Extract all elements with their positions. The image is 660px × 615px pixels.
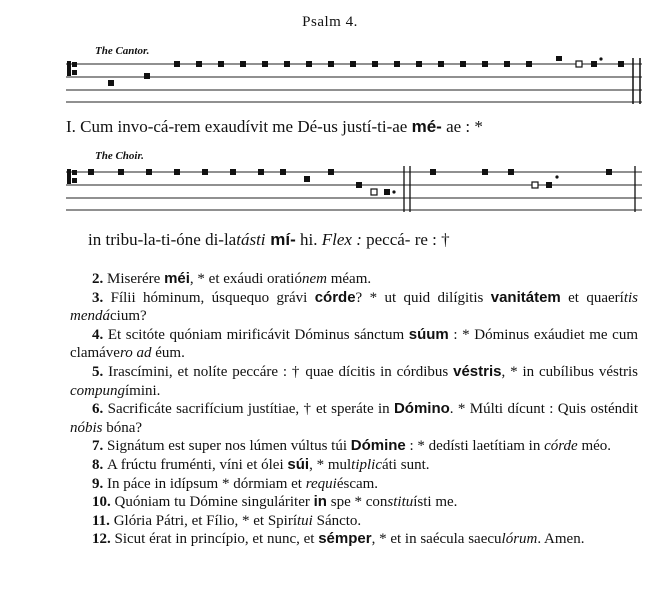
verse-text: súum	[408, 325, 449, 343]
verse-text: , * et in saécula saecu	[371, 531, 502, 548]
verse-text: : * Dóminus exáudiet me cum clamáve	[70, 326, 639, 362]
verse-number: 7.	[92, 438, 107, 455]
verse-2	[70, 270, 638, 289]
verse-text: , * mul	[309, 456, 352, 473]
verse-text: tui	[297, 512, 313, 529]
verse-text: Fílii hóminum, úsquequo grávi	[110, 289, 315, 306]
verse-number: 8.	[92, 456, 107, 473]
verse-text: . * Múlti dícunt : Quis osténdit	[449, 401, 638, 418]
verse-text: Glória Pátri, et Fílio, * et Spirí	[113, 512, 298, 529]
verse-text: spe * con	[326, 494, 388, 511]
verse-text: A frúctu fruménti, víni et ólei	[107, 456, 288, 473]
verse-text: Quóniam tu Dómine singuláriter	[114, 494, 314, 511]
verse-text: et quaerí	[560, 289, 624, 306]
verse-text: Sicut érat in princípio, et nunc, et	[114, 531, 319, 548]
choir-staff	[66, 164, 642, 214]
verse-number: 11.	[92, 512, 114, 529]
verse-text: áti sunt.	[381, 456, 430, 473]
c-clef	[67, 169, 77, 184]
verse-number-1: I.	[66, 117, 76, 136]
verse-text: Miserére	[107, 271, 165, 287]
verse-text: ? * ut quid dilígitis	[355, 289, 491, 306]
verse-12	[70, 530, 638, 549]
psalm-title: Psalm 4.	[302, 14, 358, 30]
verse-text: súi	[287, 455, 310, 473]
cantor-label: The Cantor.	[95, 45, 150, 57]
verse-text: ísti me.	[413, 494, 458, 511]
verse-list	[70, 270, 638, 549]
verse-number: 12.	[92, 531, 115, 548]
verse-text: Dómine	[350, 437, 406, 455]
verse-text: stitu	[387, 494, 414, 511]
verse-5	[70, 363, 638, 400]
verse-text: Et scitóte quóniam mirificávit Dóminus sánctum	[107, 326, 409, 343]
verse-number: 3.	[92, 289, 111, 306]
verse-text: requi	[305, 475, 337, 492]
verse-number: 6.	[92, 401, 108, 418]
verse-number: 2.	[92, 271, 107, 287]
verse-text: méi	[164, 270, 190, 287]
verse-text: méo.	[577, 438, 612, 455]
verse-text: cium?	[110, 308, 147, 325]
verse-10	[70, 493, 638, 512]
verse-number: 10.	[92, 494, 115, 511]
verse-6	[70, 400, 638, 437]
verse-text: Dómino	[393, 400, 450, 418]
lyric-line-1: I. Cum invo-cá-rem exaudívit me Dé-us justí-ti-ae mé- ae : *	[66, 117, 483, 136]
verse-text: tis mendá	[70, 289, 638, 325]
choir-label: The Choir.	[95, 150, 144, 162]
verse-text: : * dedísti laetítiam in	[405, 438, 545, 455]
verse-text: vanitátem	[490, 288, 561, 306]
verse-text: Sáncto.	[312, 512, 362, 529]
cantor-staff	[66, 56, 642, 106]
verse-9	[70, 475, 638, 494]
verse-text: éum.	[151, 345, 185, 362]
verse-number: 4.	[92, 326, 108, 343]
verse-text: tiplic	[351, 456, 382, 473]
verse-number: 5.	[92, 363, 109, 380]
verse-8	[70, 456, 638, 475]
verse-text: ro ad	[119, 345, 152, 362]
verse-text: sémper	[318, 530, 372, 548]
verse-text: , * in cubílibus véstris	[501, 363, 638, 380]
verse-text: nóbis	[70, 419, 103, 436]
verse-text: lórum	[501, 531, 538, 548]
verse-text: , * et exáudi oratió	[189, 271, 302, 287]
verse-text: nem	[301, 271, 327, 287]
verse-text: éscam.	[336, 475, 379, 492]
lyric-line-2: in tribu-la-ti-óne di-latásti mí- hi. Flex : peccá- re : †	[88, 230, 450, 249]
verse-text: compung	[70, 382, 125, 399]
verse-text: In páce in idípsum * dórmiam et	[107, 475, 306, 492]
verse-text: bóna?	[102, 419, 143, 436]
verse-11	[70, 512, 638, 531]
verse-number: 9.	[92, 475, 107, 492]
verse-4	[70, 326, 638, 363]
verse-text: méam.	[326, 271, 372, 287]
verse-text: córde	[314, 288, 356, 306]
cantor-notes	[67, 56, 624, 86]
choir-notes	[67, 169, 612, 195]
verse-text: Sacrificáte sacrifícium justítiae, † et speráte in	[107, 401, 394, 418]
verse-text: Irascímini, et nolíte peccáre : † quae dícitis in córdibus	[108, 363, 454, 380]
verse-text: . Amen.	[537, 531, 585, 548]
flex-label: Flex :	[321, 230, 362, 249]
verse-text: Signátum est super nos lúmen vúltus túi	[107, 438, 351, 455]
c-clef	[67, 61, 77, 76]
verse-text: véstris	[453, 362, 502, 380]
verse-text: in	[313, 493, 327, 511]
verse-text: ímini.	[125, 382, 161, 399]
verse-7	[70, 437, 638, 456]
verse-text: córde	[544, 438, 578, 455]
verse-3	[70, 289, 638, 326]
